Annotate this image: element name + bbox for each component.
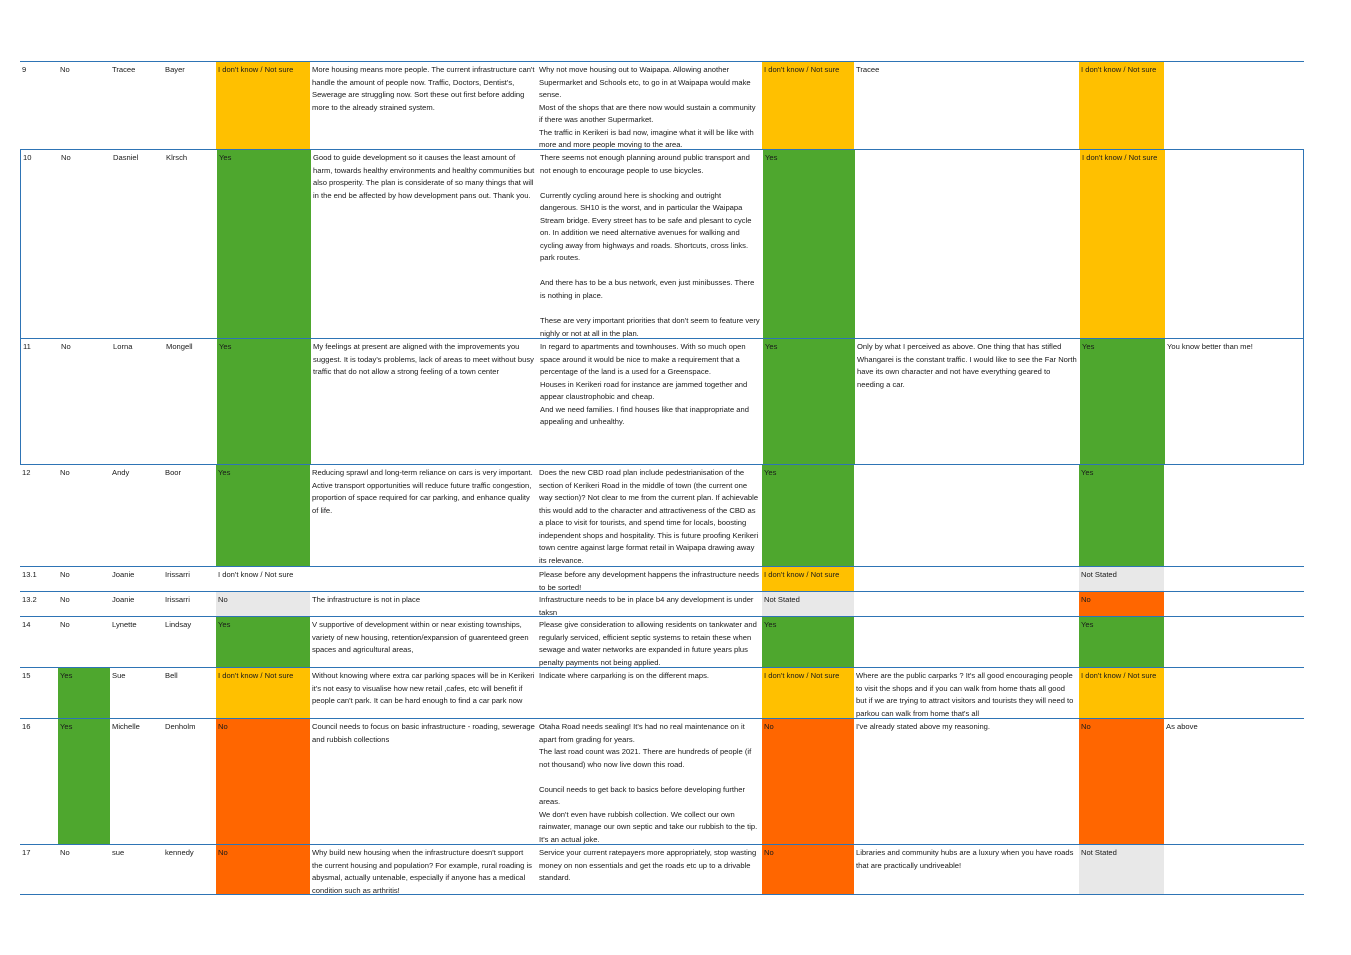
q1-answer: Yes [216, 465, 310, 566]
last-name: Denholm [165, 722, 196, 731]
row-id: 9 [22, 65, 27, 74]
q2-comment: There seems not enough planning around public transport and not enough to encourage people to use bicycles. Currently cycling around here is shocking and outright dangerous. SH10 is the worst, and in particular the Waipapa Stream bridge. Every street has to be safe and plesant to cycle on. In addition we need alternative avenues for walking and cycling away from highways and roads. Shortcuts, cross links. park routes. And there has to be a bus network, even just minibusses. There is nothing in place. These are very important priorities that don't seem to feature very nighly or not at all in the plan. [540, 153, 760, 338]
q3-comment [854, 567, 1079, 591]
q1-comment: More housing means more people. The current infrastructure can't handle the amount of people now. Traffic, Doctors, Dentist's, Sewerage are struggling now. Sort these out first before adding more to the already strained system. [312, 65, 535, 112]
row-id: 17 [22, 848, 31, 857]
row-id: 13.2 [22, 595, 37, 604]
q4-comment [1164, 465, 1304, 566]
q2-comment: Does the new CBD road plan include pedestrianisation of the section of Kerikeri Road in the middle of town (the current one way section)? Not clear to me from the current plan. If achievable this would add to the character and attractiveness of the CBD as a place to visit for tourists, and spend time for locals, boosting independent shops and hospitality. This is future proofing Kerikeri town centre against large format retail in Waipapa drawing away its relevance. [539, 468, 759, 565]
q3-comment [854, 465, 1079, 566]
q3-comment: Tracee [856, 65, 880, 74]
q1-comment: Why build new housing when the infrastructure doesn't support the current housing and population? For example, rural roading is abysmal, actually untenable, especially if anyone has a medical condition such as arthritis! [312, 848, 532, 894]
q1-answer: Yes [217, 339, 311, 464]
q2-comment: Indicate where carparking is on the different maps. [539, 671, 709, 680]
q3-answer: I don't know / Not sure [762, 62, 854, 149]
q1-comment [310, 567, 537, 591]
q2-comment: Service your current ratepayers more appropriately, stop wasting money on non essentials and get the roads etc up to a drivable standard. [539, 848, 757, 883]
q3-answer: Not Stated [762, 592, 854, 616]
first-name: Tracee [112, 65, 136, 74]
submissions-table [20, 61, 1304, 895]
q1-answer: No [216, 719, 310, 844]
q1-comment: Council needs to focus on basic infrastructure - roading, sewerage and rubbish collections [312, 722, 535, 744]
last-name: Klrsch [166, 153, 188, 162]
q4-comment [1164, 668, 1304, 718]
row-id: 14 [22, 620, 31, 629]
q2-comment: Please before any development happens the infrastructure needs to be sorted! [539, 570, 759, 591]
q1-answer: I don't know / Not sure [218, 570, 294, 579]
response-flag: No [60, 468, 70, 477]
q4-comment [1164, 592, 1304, 616]
q4-comment [1164, 62, 1304, 149]
q4-comment [1165, 150, 1305, 338]
q3-answer: I don't know / Not sure [762, 567, 854, 591]
q1-comment: The infrastructure is not in place [312, 595, 421, 604]
last-name: Irissarri [165, 595, 190, 604]
response-flag: Yes [58, 719, 110, 844]
q1-comment: Reducing sprawl and long-term reliance on cars is very important. Active transport opportunities will reduce future traffic congestion, proportion of space required for car parking, and enhance quality of life. [312, 468, 533, 515]
table-row [20, 591, 1304, 616]
q4-comment [1164, 567, 1304, 591]
q3-answer: Yes [762, 617, 854, 667]
q4-answer: Yes [1079, 465, 1164, 566]
row-id: 10 [23, 153, 32, 162]
q4-answer: Yes [1080, 339, 1165, 464]
response-flag: No [60, 595, 70, 604]
q1-answer: Yes [217, 150, 311, 338]
response-flag: No [60, 620, 70, 629]
q4-answer: No [1079, 719, 1164, 844]
first-name: Dasniel [113, 153, 139, 162]
q3-answer: I don't know / Not sure [762, 668, 854, 718]
q4-answer: Not Stated [1079, 567, 1164, 591]
last-name: Lindsay [165, 620, 192, 629]
first-name: Lorna [113, 342, 133, 351]
q4-comment [1164, 845, 1304, 894]
q3-answer: Yes [762, 465, 854, 566]
response-flag: No [61, 153, 71, 162]
last-name: Boor [165, 468, 182, 477]
response-flag: No [61, 342, 71, 351]
table-row [20, 338, 1304, 464]
row-id: 13.1 [22, 570, 37, 579]
first-name: Lynette [112, 620, 137, 629]
q3-answer: No [762, 719, 854, 844]
table-row [20, 61, 1304, 149]
last-name: Bayer [165, 65, 185, 74]
table-row [20, 844, 1304, 895]
last-name: Mongell [166, 342, 193, 351]
last-name: Bell [165, 671, 178, 680]
q4-comment: You know better than me! [1167, 342, 1253, 351]
q2-comment: Please give consideration to allowing residents on tankwater and regularly serviced, efficient septic systems to retain these when sewage and water networks are expanded in future years plus penalty payments not being applied. [539, 620, 757, 667]
table-row [20, 464, 1304, 566]
q4-answer: No [1079, 592, 1164, 616]
first-name: Sue [112, 671, 126, 680]
q1-comment: Good to guide development so it causes the least amount of harm, towards healthy environments and healthy communities but also prosperity. The plan is considerate of so many things that will in the end be affected by how development pans out. Thank you. [313, 153, 535, 200]
first-name: sue [112, 848, 125, 857]
q4-answer: Not Stated [1079, 845, 1164, 894]
q2-comment: Infrastructure needs to be in place b4 any development is under taksn [539, 595, 754, 616]
q1-answer: Yes [216, 617, 310, 667]
q3-comment [854, 617, 1079, 667]
table-row [20, 566, 1304, 591]
q2-comment: Otaha Road needs sealing! It's had no real maintenance on it apart from grading for years. The last road count was 2021. There are hundreds of people (if not thousand) who now live down this road. Council needs to get back to basics before developing further areas. We don't even have rubbish collection. We collect our own rainwater, manage our own septic and take our rubbish to the tip. It's an actual joke. [539, 722, 758, 844]
q3-comment [854, 592, 1079, 616]
row-id: 15 [22, 671, 31, 680]
q3-answer: Yes [763, 339, 855, 464]
q1-comment: My feelings at present are aligned with the improvements you suggest. It is today's problems, lack of areas to meet without busy traffic that do not allow a strong feeling of a town center [313, 342, 534, 377]
q1-comment: Without knowing where extra car parking spaces will be in Kerikeri it's not easy to visualise how new retail ,cafes, etc will benefit if people can't park. It can be hard enough to find a car park now [312, 671, 535, 706]
q1-answer: I don't know / Not sure [216, 668, 310, 718]
table-row [20, 616, 1304, 667]
table-row [20, 149, 1304, 338]
first-name: Joanie [112, 595, 135, 604]
table-row [20, 667, 1304, 718]
last-name: kennedy [165, 848, 194, 857]
response-flag: No [60, 570, 70, 579]
q4-answer: Yes [1079, 617, 1164, 667]
q4-answer: I don't know / Not sure [1079, 62, 1164, 149]
q2-comment: In regard to apartments and townhouses. With so much open space around it would be nice to make a requirement that a percentage of the land is a used for a Greenspace. Houses in Kerikeri road for instance are jammed together and appear claustrophobic and cheap. And we need families. I find houses like that inappropriate and appealing and unhealthy. [540, 342, 749, 427]
response-flag: Yes [58, 668, 110, 718]
q3-comment: Libraries and community hubs are a luxury when you have roads that are practically undriveable! [856, 848, 1074, 870]
q4-answer: I don't know / Not sure [1080, 150, 1165, 338]
row-id: 11 [23, 342, 31, 351]
last-name: Irissarri [165, 570, 190, 579]
q1-comment: V supportive of development within or near existing townships, variety of new housing, retention/expansion of guarenteed green spaces and agricultural areas, [312, 620, 529, 655]
q3-comment: Only by what I perceived as above. One thing that has stifled Whangarei is the constant traffic. I would like to see the Far North have its own character and not have everything geared to needing a car. [857, 342, 1077, 389]
q3-comment [855, 150, 1080, 338]
first-name: Joanie [112, 570, 135, 579]
q4-comment: As above [1166, 722, 1198, 731]
q1-answer: No [216, 845, 310, 894]
row-id: 16 [22, 722, 31, 731]
q3-comment: Where are the public carparks ? It's all good encouraging people to visit the shops and if you can walk from home thats all good but if we are trying to attract visitors and tourists they will need to parkou can walk from home that's all [856, 671, 1074, 718]
response-flag: No [60, 65, 70, 74]
row-id: 12 [22, 468, 31, 477]
first-name: Andy [112, 468, 130, 477]
first-name: Michelle [112, 722, 140, 731]
q4-comment [1164, 617, 1304, 667]
q3-comment: I've already stated above my reasoning. [856, 722, 990, 731]
q3-answer: Yes [763, 150, 855, 338]
q1-answer: No [216, 592, 310, 616]
q1-answer: I don't know / Not sure [216, 62, 310, 149]
response-flag: No [60, 848, 70, 857]
q4-answer: I don't know / Not sure [1079, 668, 1164, 718]
q2-comment: Why not move housing out to Waipapa. Allowing another Supermarket and Schools etc, to go in at Waipapa would make sense. Most of the shops that are there now would sustain a community if there was another Supermarket. The traffic in Kerikeri is bad now, imagine what it will be like with more and more people moving to the area. [539, 65, 756, 149]
table-row [20, 718, 1304, 844]
q3-answer: No [762, 845, 854, 894]
